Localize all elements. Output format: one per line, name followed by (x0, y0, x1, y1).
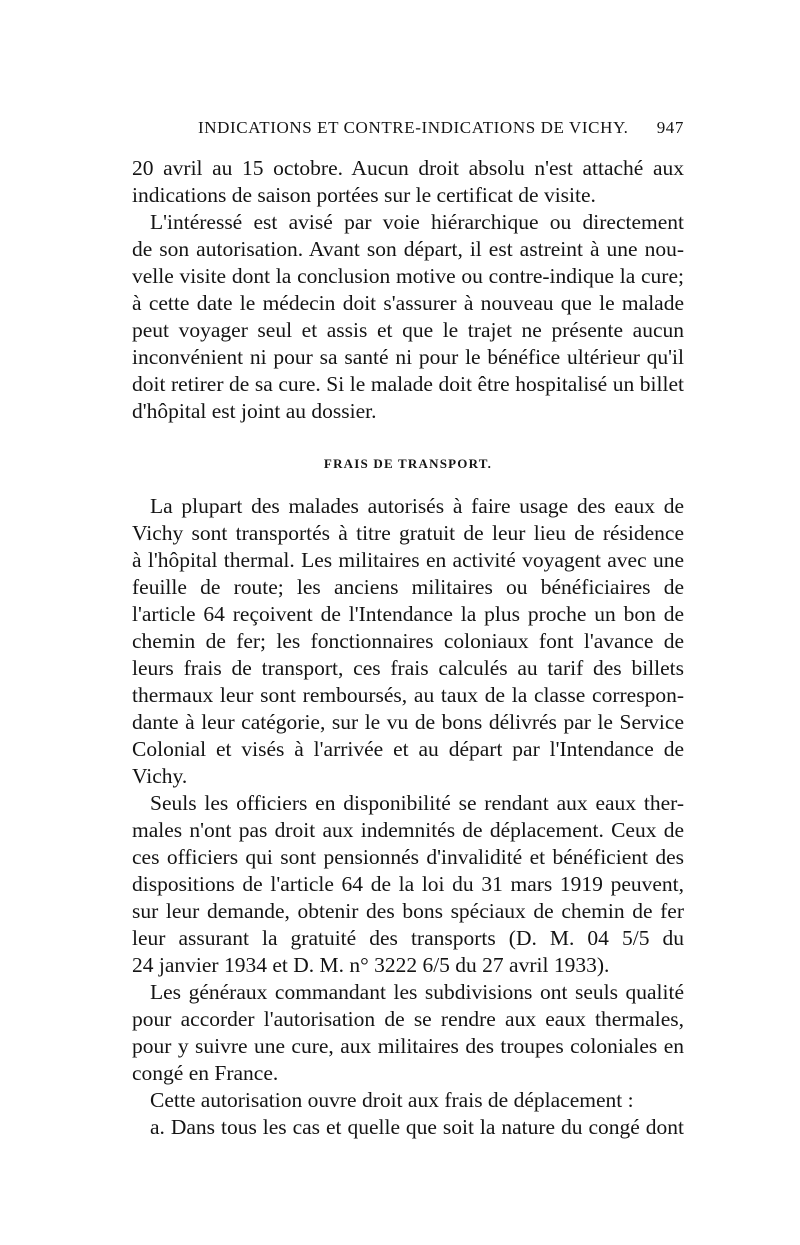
text-line: Colonial et visés à l'arrivée et au départ par l'Intendance de (132, 737, 684, 761)
text-line: pour accorder l'autorisation de se rendre aux eaux thermales, (132, 1007, 684, 1031)
text-line: L'intéressé est avisé par voie hiérarchique ou directement (150, 210, 684, 234)
text-line: dante à leur catégorie, sur le vu de bons délivrés par le Service (132, 710, 684, 734)
text-line: La plupart des malades autorisés à faire usage des eaux de (150, 494, 684, 518)
text-line: Seuls les officiers en disponibilité se rendant aux eaux ther- (150, 791, 684, 815)
text-line: leurs frais de transport, ces frais calculés au tarif des billets (132, 656, 684, 680)
text-line: inconvénient ni pour sa santé ni pour le bénéfice ultérieur qu'il (132, 345, 684, 369)
text-line: peut voyager seul et assis et que le trajet ne présente aucun (132, 318, 684, 342)
text-line: Vichy sont transportés à titre gratuit de leur lieu de résidence (132, 521, 684, 545)
text-line: males n'ont pas droit aux indemnités de déplacement. Ceux de (132, 818, 684, 842)
text-line: Vichy. (132, 764, 188, 788)
text-line: leur assurant la gratuité des transports (D. M. 04 5/5 du (132, 926, 684, 950)
text-line: sur leur demande, obtenir des bons spéciaux de chemin de fer (132, 899, 684, 923)
text-line: indications de saison portées sur le certificat de visite. (132, 183, 596, 207)
text-line: thermaux leur sont remboursés, au taux de la classe correspon- (132, 683, 684, 707)
text-line: 24 janvier 1934 et D. M. n° 3222 6/5 du 27 avril 1933). (132, 953, 610, 977)
text-line: Cette autorisation ouvre droit aux frais de déplacement : (150, 1088, 634, 1112)
running-head-title: INDICATIONS ET CONTRE-INDICATIONS DE VICHY. (198, 118, 629, 137)
text-line: de son autorisation. Avant son départ, il est astreint à une nou- (132, 237, 684, 261)
text-line: d'hôpital est joint au dossier. (132, 399, 377, 423)
text-line: à cette date le médecin doit s'assurer à nouveau que le malade (132, 291, 684, 315)
text-line: chemin de fer; les fonctionnaires coloniaux font l'avance de (132, 629, 684, 653)
text-line: Les généraux commandant les subdivisions ont seuls qualité (150, 980, 684, 1004)
text-line: l'article 64 reçoivent de l'Intendance la plus proche un bon de (132, 602, 684, 626)
text-line: 20 avril au 15 octobre. Aucun droit absolu n'est attaché aux (132, 156, 684, 180)
text-line: pour y suivre une cure, aux militaires des troupes coloniales en (132, 1034, 684, 1058)
text-line: a. Dans tous les cas et quelle que soit la nature du congé dont (150, 1115, 684, 1139)
text-block-bottom (132, 493, 684, 1141)
running-head (132, 118, 684, 144)
text-line: velle visite dont la conclusion motive ou contre-indique la cure; (132, 264, 684, 288)
text-line: feuille de route; les anciens militaires ou bénéficiaires de (132, 575, 684, 599)
section-title: FRAIS DE TRANSPORT. (323, 456, 493, 471)
text-block-top (132, 155, 684, 425)
text-line: ces officiers qui sont pensionnés d'invalidité et bénéficient des (132, 845, 684, 869)
page-number: 947 (656, 118, 684, 137)
text-line: à l'hôpital thermal. Les militaires en activité voyagent avec une (132, 548, 684, 572)
text-line: dispositions de l'article 64 de la loi du 31 mars 1919 peuvent, (132, 872, 684, 896)
text-line: doit retirer de sa cure. Si le malade doit être hospitalisé un billet (132, 372, 684, 396)
text-line: congé en France. (132, 1061, 279, 1085)
